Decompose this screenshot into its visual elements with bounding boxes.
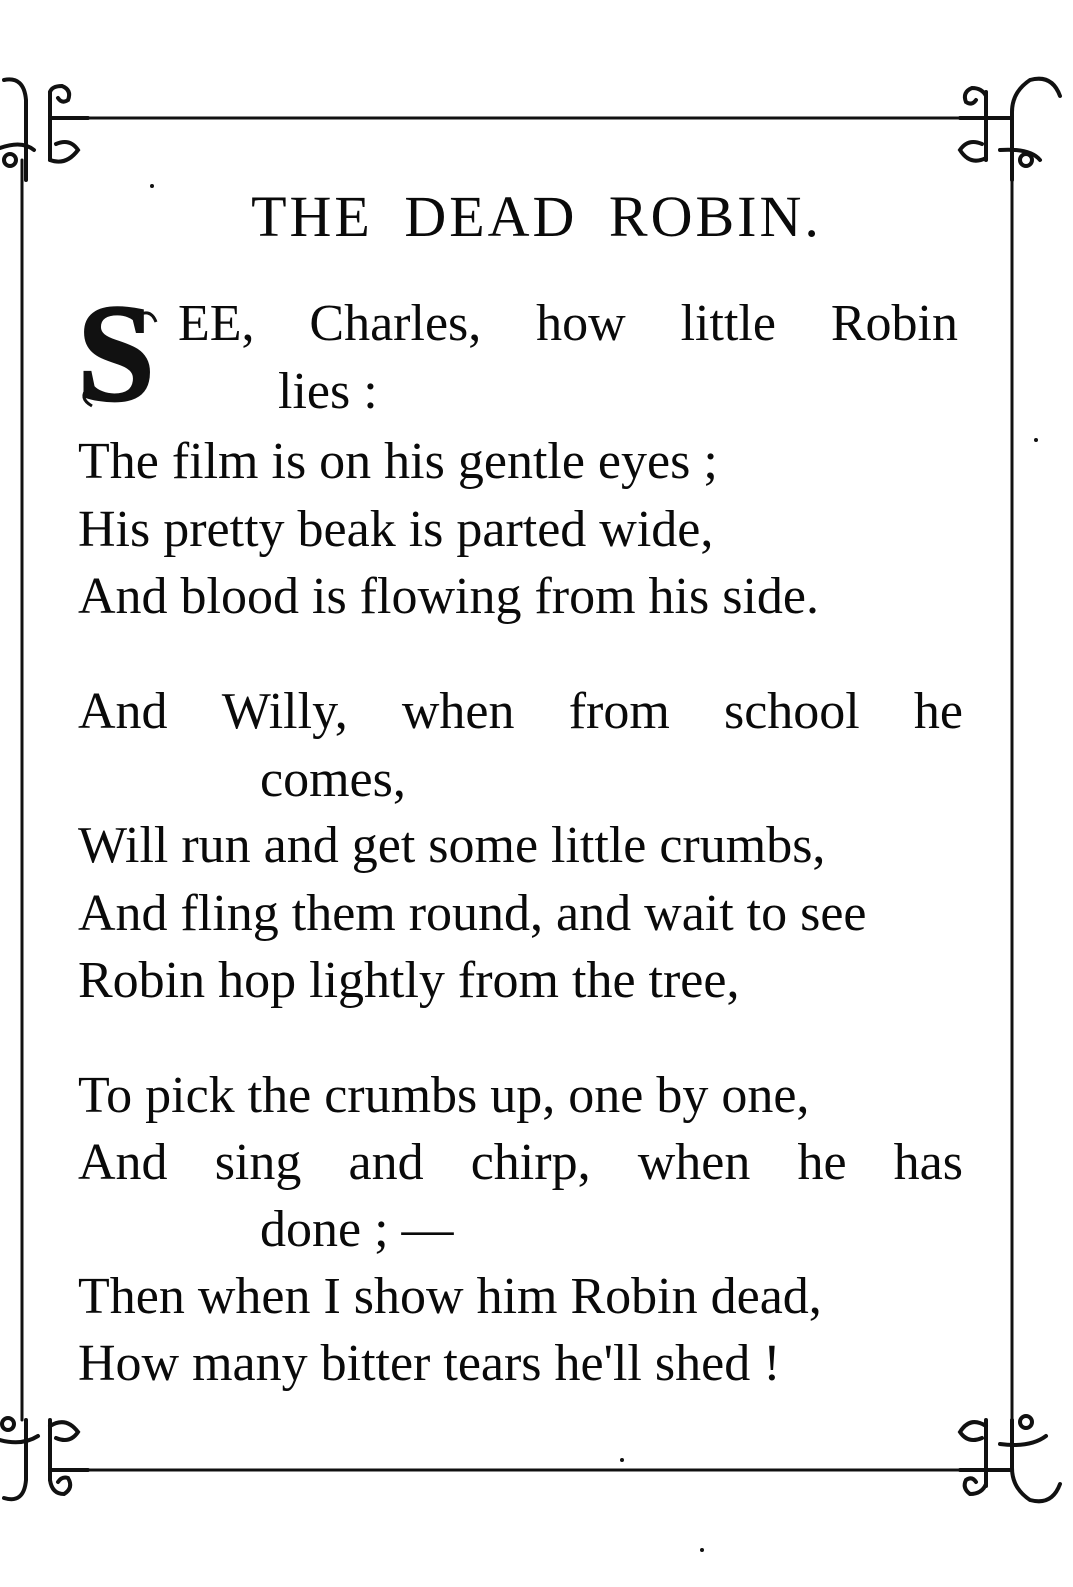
drop-cap-letter: S xyxy=(77,288,155,416)
stanza1-line3: His pretty beak is parted wide, xyxy=(78,501,714,558)
drop-cap-s xyxy=(70,288,162,416)
word: And xyxy=(78,1134,168,1191)
print-speck xyxy=(1034,438,1038,442)
word: has xyxy=(893,1134,963,1191)
stanza2-line1-continuation: comes, xyxy=(260,751,406,808)
word: sing xyxy=(214,1134,302,1191)
word: EE, xyxy=(178,295,255,352)
word: And xyxy=(78,683,168,740)
corner-flourish-icon xyxy=(0,79,88,180)
stanza1-line4: And blood is flowing from his side. xyxy=(78,568,819,625)
stanza3-line2-continuation: done ; — xyxy=(260,1201,454,1258)
word: school xyxy=(723,683,860,740)
poem-title: THE DEAD ROBIN. xyxy=(251,184,822,249)
stanza3-line3: Then when I show him Robin dead, xyxy=(78,1268,822,1325)
word: Robin xyxy=(830,295,958,352)
stanza1-line2: The film is on his gentle eyes ; xyxy=(78,433,718,490)
stanza3-line2 xyxy=(78,1134,963,1191)
stanza3-line1: To pick the crumbs up, one by one, xyxy=(78,1067,810,1124)
word: when xyxy=(637,1134,751,1191)
stanza1-line1 xyxy=(178,295,958,352)
print-speck xyxy=(150,184,154,188)
print-speck xyxy=(620,1458,624,1462)
word: from xyxy=(568,683,670,740)
stanza2-line4: Robin hop lightly from the tree, xyxy=(78,952,740,1009)
word: how xyxy=(536,295,626,352)
stanza1-line1-continuation: lies : xyxy=(278,363,378,420)
word: he xyxy=(913,683,963,740)
stanza2-line3: And fling them round, and wait to see xyxy=(78,885,867,942)
word: chirp, xyxy=(470,1134,591,1191)
print-speck xyxy=(700,1548,704,1552)
word: he xyxy=(797,1134,847,1191)
corner-flourish-icon xyxy=(960,1416,1060,1501)
word: Charles, xyxy=(309,295,482,352)
word: when xyxy=(401,683,515,740)
stanza2-line2: Will run and get some little crumbs, xyxy=(78,817,826,874)
word: and xyxy=(348,1134,424,1191)
corner-flourish-icon xyxy=(960,79,1060,180)
word: little xyxy=(680,295,776,352)
corner-flourish-icon xyxy=(0,1418,88,1499)
stanza2-line1 xyxy=(78,683,963,740)
stanza3-line4: How many bitter tears he'll shed ! xyxy=(78,1335,781,1392)
word: Willy, xyxy=(221,683,348,740)
